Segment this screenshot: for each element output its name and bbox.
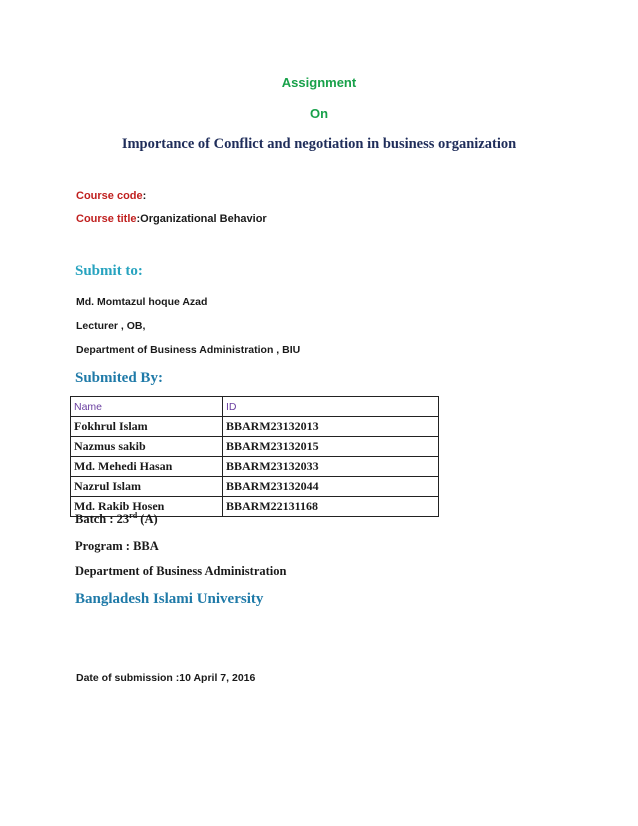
member-name: Nazrul Islam: [71, 477, 223, 497]
member-name: Nazmus sakib: [71, 437, 223, 457]
column-header-name: Name: [71, 397, 223, 417]
course-title: [76, 213, 267, 225]
member-id: BBARM23132044: [223, 477, 439, 497]
date-of-submission: Date of submission :10 April 7, 2016: [76, 672, 256, 684]
member-id: BBARM23132013: [223, 417, 439, 437]
member-name: Md. Rakib Hosen: [71, 497, 223, 517]
university-name: Bangladesh Islami University: [75, 591, 264, 607]
course-code-value: :: [142, 190, 147, 202]
member-name: Fokhrul Islam: [71, 417, 223, 437]
batch: [75, 511, 158, 527]
submitted-by-heading: Submited By:: [75, 370, 163, 386]
member-id: BBARM23132015: [223, 437, 439, 457]
submit-to-heading: Submit to:: [75, 263, 143, 279]
batch-ordinal: rd: [129, 511, 138, 520]
assignment-title: Importance of Conflict and negotiation in business organization: [121, 136, 517, 152]
column-header-id: ID: [223, 397, 439, 417]
batch-prefix: Batch : 23: [75, 512, 130, 527]
program: Program : BBA: [75, 539, 159, 553]
table-header-row: [71, 397, 439, 417]
assignment-label: Assignment: [281, 75, 357, 90]
course-code-label: Course code: [76, 190, 143, 202]
submit-to-department: Department of Business Administration , BIU: [76, 344, 301, 356]
on-label: On: [309, 106, 329, 121]
member-id: BBARM22131168: [223, 497, 439, 517]
submit-to-name: Md. Momtazul hoque Azad: [76, 296, 208, 308]
table-row: [71, 417, 439, 437]
members-table: [70, 396, 439, 517]
table-row: [71, 457, 439, 477]
department: Department of Business Administration: [75, 564, 287, 578]
member-id: BBARM23132033: [223, 457, 439, 477]
course-code: [76, 190, 146, 202]
submit-to-designation: Lecturer , OB,: [76, 320, 146, 332]
table-row: [71, 437, 439, 457]
course-title-label: Course title: [76, 213, 137, 225]
batch-suffix: (A): [137, 512, 158, 527]
table-row: [71, 477, 439, 497]
member-name: Md. Mehedi Hasan: [71, 457, 223, 477]
course-title-value: :Organizational Behavior: [136, 213, 267, 225]
